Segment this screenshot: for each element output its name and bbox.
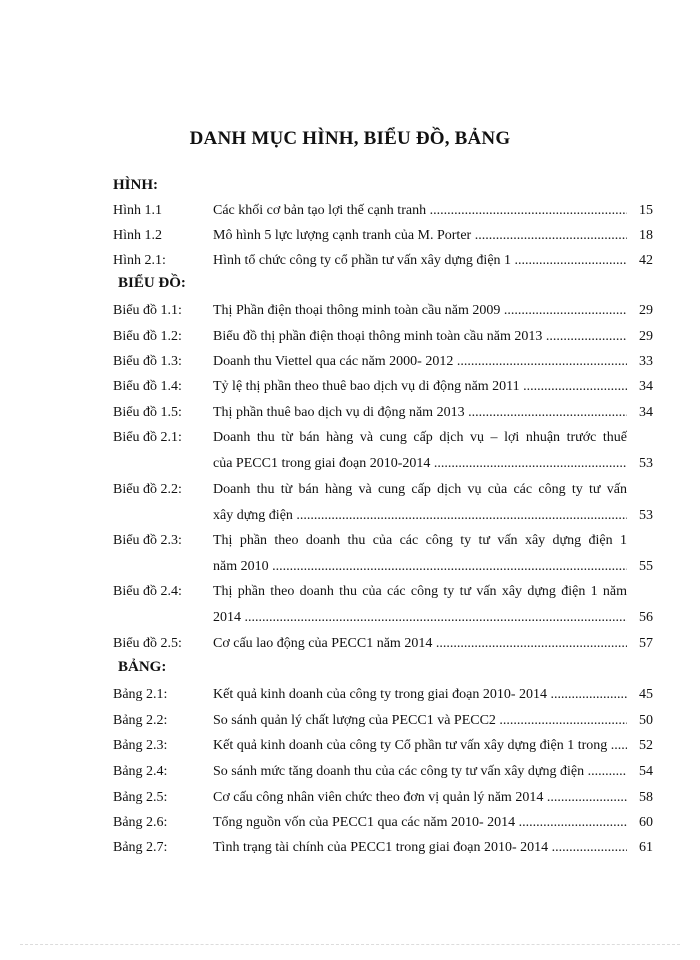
entry-label: Hình 2.1: xyxy=(113,253,166,268)
entry-label: Biểu đồ 1.4: xyxy=(113,379,182,394)
page-bottom-divider xyxy=(20,944,680,945)
entry-label: Bảng 2.5: xyxy=(113,790,168,805)
entry-text: Cơ cấu lao động của PECC1 năm 2014 ..... xyxy=(213,635,627,653)
entry-page-number: 29 xyxy=(639,303,653,318)
entry-text: Mô hình 5 lực lượng cạnh tranh của M. Porter ..... xyxy=(213,227,627,245)
entry-text-line: năm 2010 ..... xyxy=(213,558,627,576)
entry-text-line: xây dựng điện ..... xyxy=(213,507,627,525)
entry-page-number: 57 xyxy=(639,636,653,651)
entry-page-number: 45 xyxy=(639,687,653,702)
entry-page-number: 54 xyxy=(639,764,653,779)
entry-page-number: 34 xyxy=(639,379,653,394)
entry-text: So sánh quản lý chất lượng của PECC1 và PECC2 ..... xyxy=(213,712,627,730)
entry-text-line: Doanh thu từ bán hàng và cung cấp dịch vụ – lợi nhuận trước thuế xyxy=(213,430,627,445)
entry-label: Biểu đồ 2.1: xyxy=(113,430,182,445)
section-heading-hinh: HÌNH: xyxy=(113,177,158,193)
entry-text: Tỷ lệ thị phần theo thuê bao dịch vụ di động năm 2011 ..... xyxy=(213,378,627,396)
entry-page-number: 61 xyxy=(639,840,653,855)
entry-label: Hình 1.2 xyxy=(113,228,162,243)
entry-label: Biểu đồ 2.5: xyxy=(113,636,182,651)
entry-label: Bảng 2.7: xyxy=(113,840,168,855)
entry-text-line: Thị phần theo doanh thu của các công ty tư vấn xây dựng điện 1 năm xyxy=(213,584,627,599)
entry-label: Biểu đồ 1.3: xyxy=(113,354,182,369)
entry-text: Biểu đồ thị phần điện thoại thông minh toàn cầu năm 2013 ..... xyxy=(213,328,627,346)
entry-label: Bảng 2.2: xyxy=(113,713,168,728)
entry-page-number: 18 xyxy=(639,228,653,243)
entry-label: Biểu đồ 2.4: xyxy=(113,584,182,599)
entry-text: Tình trạng tài chính của PECC1 trong giai đoạn 2010- 2014 ..... xyxy=(213,839,627,857)
entry-text: Thị Phần điện thoại thông minh toàn cầu năm 2009 ..... xyxy=(213,302,627,320)
entry-label: Hình 1.1 xyxy=(113,203,162,218)
entry-text: Thị phần thuê bao dịch vụ di động năm 2013 ..... xyxy=(213,404,627,422)
entry-page-number: 34 xyxy=(639,405,653,420)
entry-text: Cơ cấu công nhân viên chức theo đơn vị quản lý năm 2014 ..... xyxy=(213,789,627,807)
entry-label: Bảng 2.3: xyxy=(113,738,168,753)
entry-text: Doanh thu Viettel qua các năm 2000- 2012 ..... xyxy=(213,353,627,371)
section-heading-bang: BẢNG: xyxy=(118,659,167,675)
entry-label: Bảng 2.6: xyxy=(113,815,168,830)
entry-page-number: 53 xyxy=(639,508,653,523)
entry-text: Tổng nguồn vốn của PECC1 qua các năm 2010- 2014 ..... xyxy=(213,814,627,832)
entry-text: Kết quả kinh doanh của công ty Cổ phần tư vấn xây dựng điện 1 trong ..... xyxy=(213,737,627,755)
entry-text-line: Thị phần theo doanh thu của các công ty tư vấn xây dựng điện 1 xyxy=(213,533,627,548)
entry-label: Bảng 2.1: xyxy=(113,687,168,702)
section-heading-bieudo: BIỂU ĐỒ: xyxy=(118,275,186,291)
entry-label: Biểu đồ 1.5: xyxy=(113,405,182,420)
entry-label: Biểu đồ 1.1: xyxy=(113,303,182,318)
entry-page-number: 58 xyxy=(639,790,653,805)
entry-page-number: 53 xyxy=(639,456,653,471)
entry-page-number: 52 xyxy=(639,738,653,753)
entry-text: Kết quả kinh doanh của công ty trong giai đoạn 2010- 2014 ..... xyxy=(213,686,627,704)
entry-text: Hình tổ chức công ty cổ phần tư vấn xây dựng điện 1 ..... xyxy=(213,252,627,270)
entry-text-line: của PECC1 trong giai đoạn 2010-2014 ..... xyxy=(213,455,627,473)
entry-page-number: 29 xyxy=(639,329,653,344)
entry-text-line: 2014 ..... xyxy=(213,609,627,627)
page-title: DANH MỤC HÌNH, BIỂU ĐỒ, BẢNG xyxy=(189,128,511,149)
entry-page-number: 42 xyxy=(639,253,653,268)
entry-page-number: 56 xyxy=(639,610,653,625)
entry-text: Các khối cơ bản tạo lợi thế cạnh tranh ..... xyxy=(213,202,627,220)
entry-label: Biểu đồ 1.2: xyxy=(113,329,182,344)
entry-page-number: 55 xyxy=(639,559,653,574)
entry-page-number: 50 xyxy=(639,713,653,728)
entry-page-number: 15 xyxy=(639,203,653,218)
entry-label: Bảng 2.4: xyxy=(113,764,168,779)
entry-label: Biểu đồ 2.3: xyxy=(113,533,182,548)
entry-text: So sánh mức tăng doanh thu của các công ty tư vấn xây dựng điện ..... xyxy=(213,763,627,781)
entry-page-number: 60 xyxy=(639,815,653,830)
entry-label: Biểu đồ 2.2: xyxy=(113,482,182,497)
entry-text-line: Doanh thu từ bán hàng và cung cấp dịch vụ của các công ty tư vấn xyxy=(213,482,627,497)
entry-page-number: 33 xyxy=(639,354,653,369)
